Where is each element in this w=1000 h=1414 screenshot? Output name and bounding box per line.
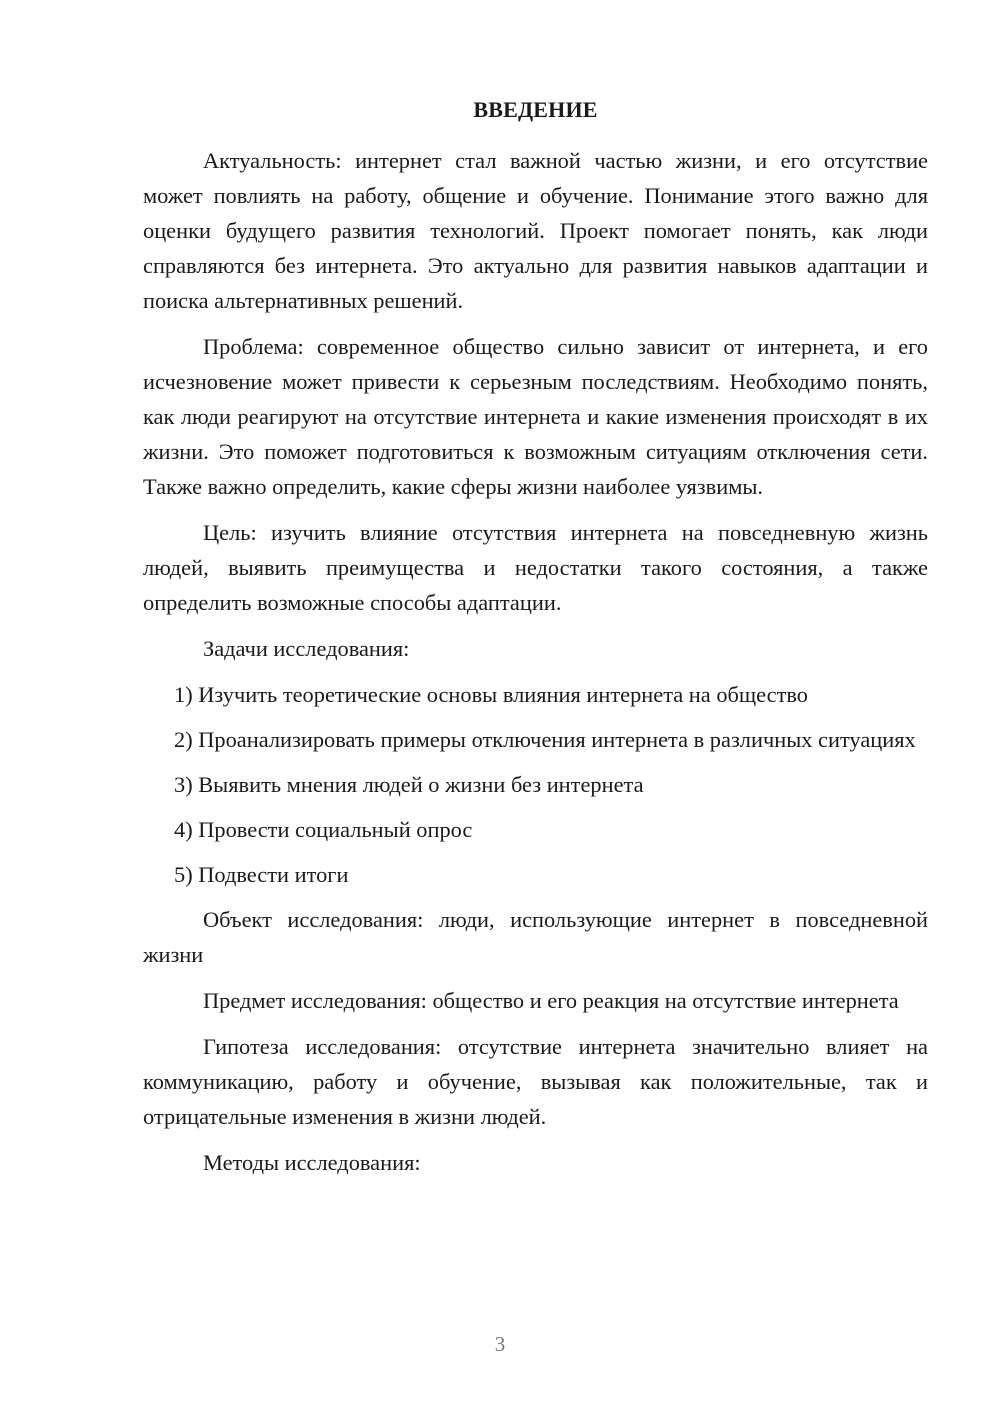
task-item: 3) Выявить мнения людей о жизни без интернета bbox=[174, 772, 644, 797]
goal-paragraph: Цель: изучить влияние отсутствия интернета на повседневную жизнь людей, выявить преимущества и недостатки такого состояния, а также определить возможные способы адаптации. bbox=[143, 520, 928, 615]
task-item: 4) Провести социальный опрос bbox=[174, 817, 473, 842]
task-item: 2) Проанализировать примеры отключения интернета в различных ситуациях bbox=[174, 727, 916, 752]
page-number: 3 bbox=[494, 1332, 506, 1356]
subject-paragraph: Предмет исследования: общество и его реакция на отсутствие интернета bbox=[203, 988, 899, 1013]
document-page bbox=[143, 94, 928, 1191]
problem-paragraph: Проблема: современное общество сильно зависит от интернета, и его исчезновение может привести к серьезным последствиям. Необходимо понять, как люди реагируют на отсутствие интернета и какие изменения происходят в их жизни. Это поможет подготовиться к возможным ситуациям отключения сети. Также важно определить, какие сферы жизни наиболее уязвимы. bbox=[143, 334, 928, 499]
tasks-heading: Задачи исследования: bbox=[203, 636, 410, 661]
object-paragraph: Объект исследования: люди, использующие интернет в повседневной жизни bbox=[143, 907, 928, 967]
relevance-paragraph: Актуальность: интернет стал важной частью жизни, и его отсутствие может повлиять на работу, общение и обучение. Понимание этого важно для оценки будущего развития технологий. Проект помогает понять, как люди справляются без интернета. Это актуально для развития навыков адаптации и поиска альтернативных решений. bbox=[143, 148, 928, 313]
hypothesis-paragraph: Гипотеза исследования: отсутствие интернета значительно влияет на коммуникацию, работу и обучение, вызывая как положительные, так и отрицательные изменения в жизни людей. bbox=[143, 1034, 928, 1129]
methods-heading: Методы исследования: bbox=[203, 1150, 421, 1175]
task-item: 1) Изучить теоретические основы влияния интернета на общество bbox=[174, 682, 808, 707]
task-item: 5) Подвести итоги bbox=[174, 862, 349, 887]
section-title: ВВЕДЕНИЕ bbox=[473, 97, 598, 122]
